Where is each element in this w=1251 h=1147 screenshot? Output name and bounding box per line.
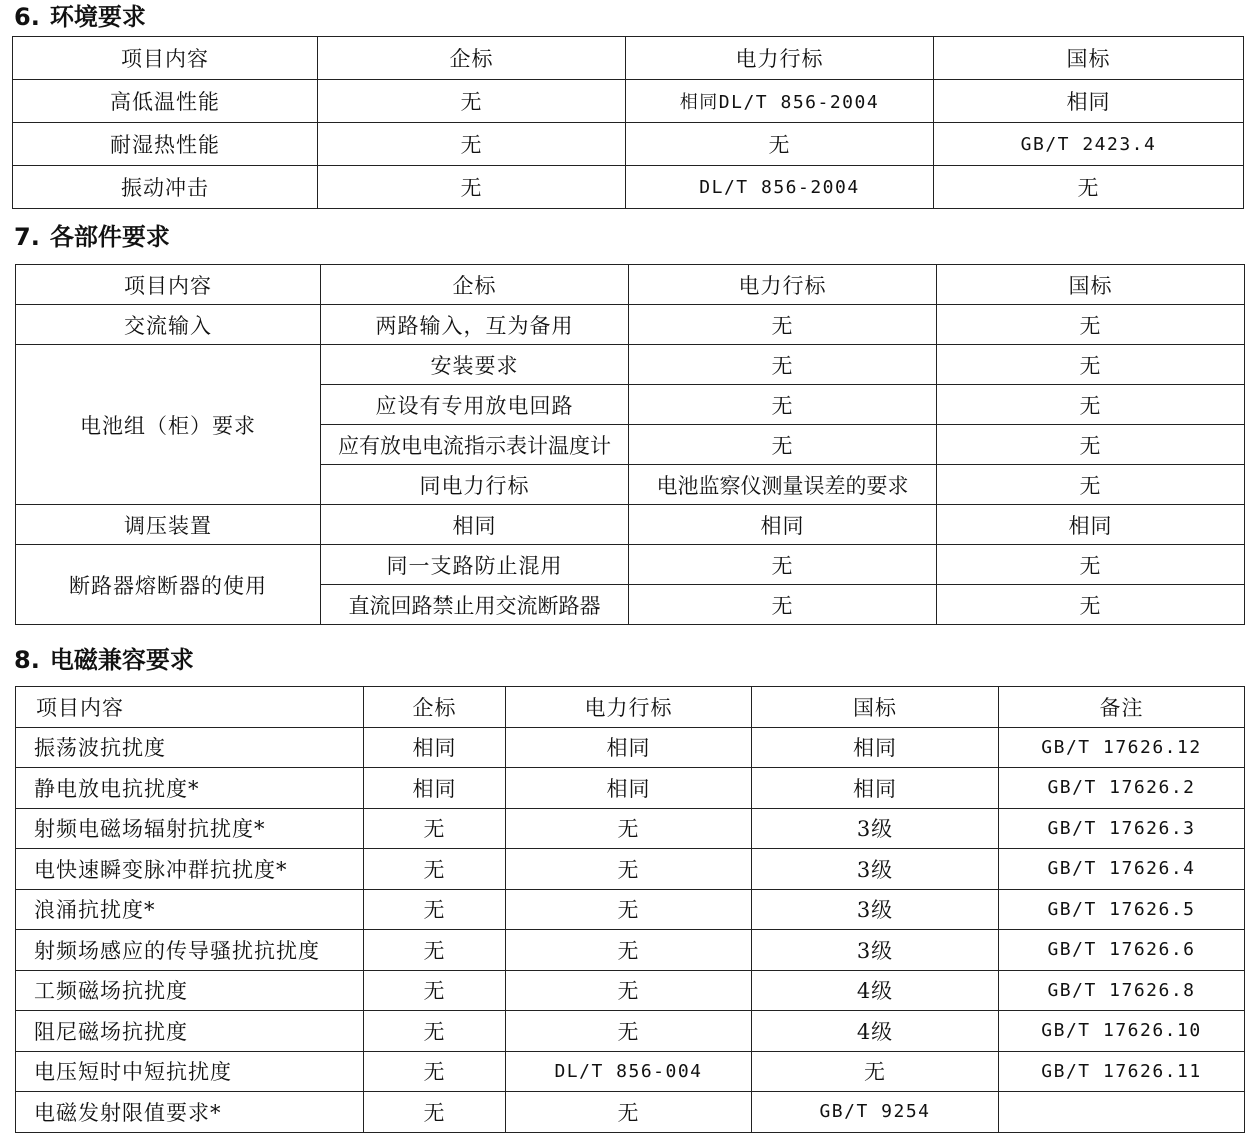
item-cell: 射频电磁场辐射抗扰度* [16, 808, 364, 849]
table-row [16, 768, 1245, 809]
value-cell: 无 [934, 166, 1244, 209]
item-cell: 交流输入 [16, 305, 321, 345]
value-cell: 无 [937, 425, 1245, 465]
remark-cell: GB/T 17626.2 [999, 768, 1245, 809]
value-cell: 相同 [752, 727, 999, 768]
section-6-title: 环境要求 [49, 3, 146, 31]
value-cell: 无 [318, 166, 626, 209]
value-cell: 无 [752, 1051, 999, 1092]
item-cell: 振荡波抗扰度 [16, 727, 364, 768]
value-cell: 无 [506, 849, 752, 890]
value-cell: 无 [626, 123, 934, 166]
value-cell: 相同 [934, 80, 1244, 123]
environment-requirements-table [12, 36, 1244, 209]
section-8-heading [14, 645, 194, 675]
header-cell: 电力行标 [506, 687, 752, 728]
remark-cell: GB/T 17626.5 [999, 889, 1245, 930]
section-7-number: 7. [14, 223, 40, 251]
item-cell: 振动冲击 [13, 166, 318, 209]
value-cell: 无 [364, 849, 506, 890]
section-6-heading [14, 2, 146, 32]
header-cell: 企标 [364, 687, 506, 728]
table-row [16, 930, 1245, 971]
item-cell: 阻尼磁场抗扰度 [16, 1011, 364, 1052]
header-cell: 备注 [999, 687, 1245, 728]
value-cell: 应设有专用放电回路 [321, 385, 629, 425]
value-cell: 电池监察仪测量误差的要求 [629, 465, 937, 505]
value-cell: 相同 [364, 727, 506, 768]
value-cell: 无 [506, 1011, 752, 1052]
value-cell: GB/T 2423.4 [934, 123, 1244, 166]
value-cell: 无 [629, 585, 937, 625]
value-cell: 无 [364, 1011, 506, 1052]
table-row [16, 305, 1245, 345]
table-row [16, 545, 1245, 585]
value-cell: 相同 [364, 768, 506, 809]
value-cell: 相同DL/T 856-2004 [626, 80, 934, 123]
section-6-number: 6. [14, 3, 40, 31]
header-cell: 国标 [934, 37, 1244, 80]
section-8-title: 电磁兼容要求 [49, 646, 194, 674]
value-cell: 无 [629, 345, 937, 385]
value-cell: 无 [937, 545, 1245, 585]
value-cell: 3级 [752, 889, 999, 930]
value-cell: 无 [364, 970, 506, 1011]
table-row [13, 80, 1244, 123]
item-cell: 电快速瞬变脉冲群抗扰度* [16, 849, 364, 890]
value-cell: 无 [629, 305, 937, 345]
remark-cell [999, 1092, 1245, 1133]
value-cell: 应有放电电流指示表计温度计 [321, 425, 629, 465]
header-cell: 企标 [321, 265, 629, 305]
table-header-row [16, 687, 1245, 728]
value-cell: 3级 [752, 849, 999, 890]
table-header-row [16, 265, 1245, 305]
value-cell: 无 [506, 970, 752, 1011]
value-cell: 无 [937, 305, 1245, 345]
value-cell: 无 [629, 385, 937, 425]
value-cell: 无 [937, 465, 1245, 505]
value-cell: 同一支路防止混用 [321, 545, 629, 585]
section-7-title: 各部件要求 [49, 223, 170, 251]
header-cell: 电力行标 [629, 265, 937, 305]
table-row [16, 1092, 1245, 1133]
emc-table-body [16, 727, 1245, 1132]
value-cell: 无 [318, 123, 626, 166]
header-cell: 国标 [752, 687, 999, 728]
header-cell: 项目内容 [16, 265, 321, 305]
remark-cell: GB/T 17626.6 [999, 930, 1245, 971]
remark-cell: GB/T 17626.4 [999, 849, 1245, 890]
value-cell: 无 [937, 585, 1245, 625]
battery-group-cell: 电池组（柜）要求 [16, 345, 321, 505]
value-cell: 无 [937, 345, 1245, 385]
value-cell: 相同 [752, 768, 999, 809]
header-cell: 项目内容 [16, 687, 364, 728]
table-row [16, 889, 1245, 930]
item-cell: 电磁发射限值要求* [16, 1092, 364, 1133]
section-7-heading [14, 222, 170, 252]
item-cell: 射频场感应的传导骚扰抗扰度 [16, 930, 364, 971]
value-cell: 无 [364, 1092, 506, 1133]
value-cell: 无 [937, 385, 1245, 425]
breaker-group-cell: 断路器熔断器的使用 [16, 545, 321, 625]
value-cell: 无 [364, 889, 506, 930]
value-cell: 无 [364, 1051, 506, 1092]
value-cell: 相同 [937, 505, 1245, 545]
value-cell: 两路输入，互为备用 [321, 305, 629, 345]
value-cell: 无 [506, 930, 752, 971]
value-cell: 相同 [506, 768, 752, 809]
table-row [16, 345, 1245, 385]
value-cell: 安装要求 [321, 345, 629, 385]
item-cell: 调压装置 [16, 505, 321, 545]
value-cell: 相同 [506, 727, 752, 768]
remark-cell: GB/T 17626.8 [999, 970, 1245, 1011]
value-cell: DL/T 856-2004 [626, 166, 934, 209]
value-cell: 3级 [752, 808, 999, 849]
header-cell: 国标 [937, 265, 1245, 305]
table-row [13, 166, 1244, 209]
table-row [16, 808, 1245, 849]
remark-cell: GB/T 17626.12 [999, 727, 1245, 768]
value-cell: 无 [506, 889, 752, 930]
item-cell: 工频磁场抗扰度 [16, 970, 364, 1011]
item-cell: 耐湿热性能 [13, 123, 318, 166]
value-cell: GB/T 9254 [752, 1092, 999, 1133]
item-cell: 高低温性能 [13, 80, 318, 123]
emc-requirements-table [15, 686, 1245, 1133]
value-cell: 无 [364, 930, 506, 971]
table-row [16, 505, 1245, 545]
table-row [16, 849, 1245, 890]
value-cell: 无 [629, 545, 937, 585]
value-cell: 相同 [629, 505, 937, 545]
value-cell: 无 [629, 425, 937, 465]
item-cell: 电压短时中短抗扰度 [16, 1051, 364, 1092]
header-cell: 企标 [318, 37, 626, 80]
value-cell: 4级 [752, 1011, 999, 1052]
item-cell: 静电放电抗扰度* [16, 768, 364, 809]
value-cell: 无 [506, 1092, 752, 1133]
table-header-row [13, 37, 1244, 80]
table-row [16, 1051, 1245, 1092]
table-row [16, 727, 1245, 768]
header-cell: 电力行标 [626, 37, 934, 80]
value-cell: 无 [318, 80, 626, 123]
value-cell: 同电力行标 [321, 465, 629, 505]
component-requirements-table [15, 264, 1245, 625]
remark-cell: GB/T 17626.3 [999, 808, 1245, 849]
value-cell: 4级 [752, 970, 999, 1011]
table-row [16, 970, 1245, 1011]
header-cell: 项目内容 [13, 37, 318, 80]
value-cell: 相同 [321, 505, 629, 545]
value-cell: DL/T 856-004 [506, 1051, 752, 1092]
value-cell: 3级 [752, 930, 999, 971]
value-cell: 直流回路禁止用交流断路器 [321, 585, 629, 625]
table-row [13, 123, 1244, 166]
remark-cell: GB/T 17626.11 [999, 1051, 1245, 1092]
value-cell: 无 [506, 808, 752, 849]
value-cell: 无 [364, 808, 506, 849]
item-cell: 浪涌抗扰度* [16, 889, 364, 930]
table-row [16, 1011, 1245, 1052]
remark-cell: GB/T 17626.10 [999, 1011, 1245, 1052]
section-8-number: 8. [14, 646, 40, 674]
